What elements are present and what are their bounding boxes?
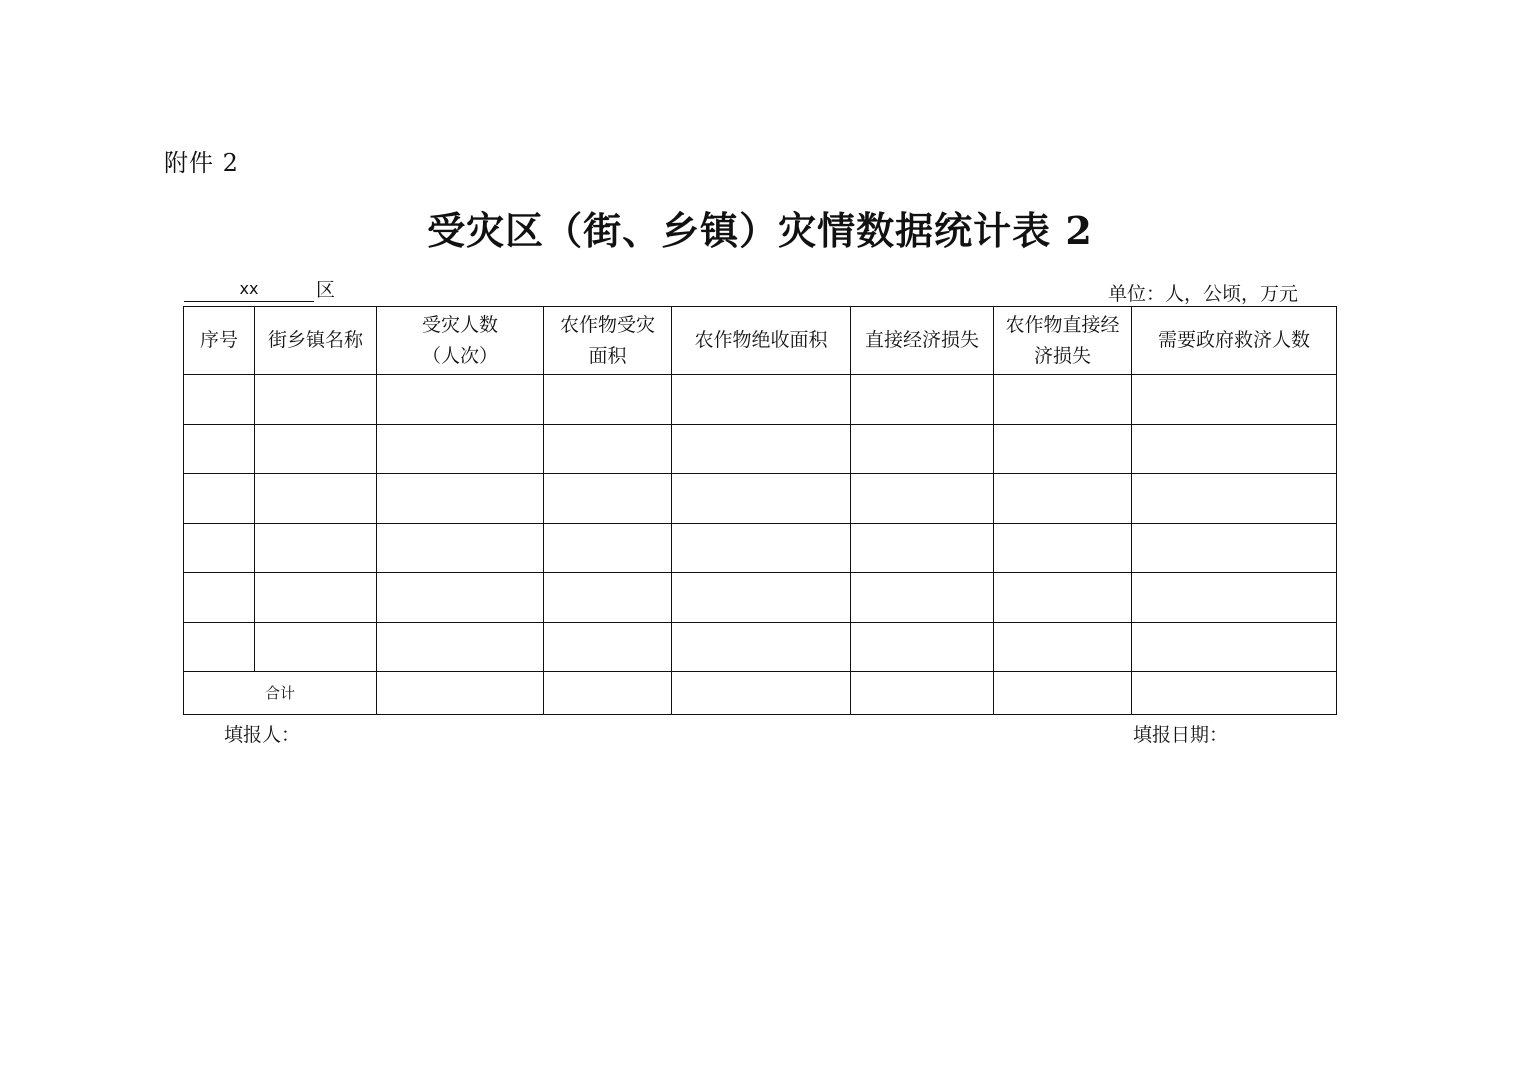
table-cell[interactable] <box>1132 672 1337 715</box>
table-row <box>184 375 1337 425</box>
table-cell[interactable] <box>851 622 994 672</box>
table-cell[interactable] <box>994 672 1132 715</box>
table-cell[interactable] <box>544 622 672 672</box>
disaster-stats-table <box>183 306 1337 715</box>
table-cell[interactable] <box>377 424 544 474</box>
table-row <box>184 523 1337 573</box>
table-cell[interactable] <box>544 424 672 474</box>
col-header-line1: 街乡镇名称 <box>267 329 363 351</box>
table-cell[interactable] <box>377 375 544 425</box>
fill-date-label: 填报日期： <box>1133 724 1229 746</box>
table-row <box>184 474 1337 524</box>
table-cell[interactable] <box>994 523 1132 573</box>
header-row <box>184 307 1337 375</box>
table-cell[interactable] <box>851 474 994 524</box>
table-row <box>184 573 1337 623</box>
table-cell[interactable] <box>1132 573 1337 623</box>
district-suffix: 区 <box>316 279 336 301</box>
table-cell[interactable] <box>672 622 851 672</box>
district-field <box>184 278 335 302</box>
table-cell[interactable] <box>672 375 851 425</box>
col-header-line2: （人次） <box>421 344 498 367</box>
col-header-affected-people <box>377 307 544 375</box>
table-cell[interactable] <box>255 622 377 672</box>
table-cell[interactable] <box>544 523 672 573</box>
table-cell[interactable] <box>255 424 377 474</box>
col-header-crop-direct-loss <box>994 307 1132 375</box>
district-value[interactable]: xx <box>184 279 314 302</box>
table-cell[interactable] <box>544 672 672 715</box>
table-cell[interactable] <box>1132 424 1337 474</box>
table-row <box>184 622 1337 672</box>
table-cell[interactable] <box>672 424 851 474</box>
total-label: 合计 <box>184 672 377 715</box>
table-cell[interactable] <box>672 474 851 524</box>
col-header-line1: 农作物绝收面积 <box>694 329 828 351</box>
col-header-crop-affected-area <box>544 307 672 375</box>
table-cell[interactable] <box>851 573 994 623</box>
col-header-crop-failure-area <box>672 307 851 375</box>
table-cell[interactable] <box>255 474 377 524</box>
table-cell[interactable] <box>851 672 994 715</box>
col-header-line1: 需要政府救济人数 <box>1157 329 1310 351</box>
attachment-label: 附件 2 <box>164 149 239 177</box>
table-cell[interactable] <box>851 424 994 474</box>
table-cell[interactable] <box>994 424 1132 474</box>
table-cell[interactable] <box>851 523 994 573</box>
table-cell[interactable] <box>851 375 994 425</box>
table-cell[interactable] <box>184 523 255 573</box>
table-cell[interactable] <box>184 622 255 672</box>
unit-label: 单位：人，公顷，万元 <box>1107 283 1298 305</box>
table-cell[interactable] <box>1132 523 1337 573</box>
table-cell[interactable] <box>672 523 851 573</box>
col-header-line1: 农作物受灾 <box>559 313 655 336</box>
table-cell[interactable] <box>377 474 544 524</box>
total-row <box>184 672 1337 715</box>
col-header-line2: 济损失 <box>1033 344 1091 367</box>
table-cell[interactable] <box>544 474 672 524</box>
table-cell[interactable] <box>255 523 377 573</box>
table-cell[interactable] <box>377 573 544 623</box>
table-cell[interactable] <box>994 573 1132 623</box>
table-cell[interactable] <box>255 375 377 425</box>
col-header-line1: 受灾人数 <box>421 313 498 336</box>
table-cell[interactable] <box>377 523 544 573</box>
table-cell[interactable] <box>377 622 544 672</box>
col-header-line1: 序号 <box>199 329 238 351</box>
filler-label: 填报人： <box>224 724 301 746</box>
table-cell[interactable] <box>1132 375 1337 425</box>
table-cell[interactable] <box>184 474 255 524</box>
col-header-town-name <box>255 307 377 375</box>
table-row <box>184 424 1337 474</box>
col-header-line1: 农作物直接经 <box>1005 313 1120 336</box>
table-cell[interactable] <box>1132 474 1337 524</box>
table-cell[interactable] <box>672 573 851 623</box>
table-cell[interactable] <box>255 573 377 623</box>
table-cell[interactable] <box>994 375 1132 425</box>
document-title: 受灾区（街、乡镇）灾情数据统计表 2 <box>427 208 1093 253</box>
col-header-direct-loss <box>851 307 994 375</box>
table-cell[interactable] <box>994 474 1132 524</box>
table-cell[interactable] <box>544 375 672 425</box>
col-header-line1: 直接经济损失 <box>864 329 979 351</box>
table-cell[interactable] <box>994 622 1132 672</box>
table-cell[interactable] <box>1132 622 1337 672</box>
col-header-relief-people <box>1132 307 1337 375</box>
col-header-line2: 面积 <box>588 344 627 367</box>
table-cell[interactable] <box>672 672 851 715</box>
table-cell[interactable] <box>184 375 255 425</box>
col-header-index <box>184 307 255 375</box>
table-cell[interactable] <box>184 573 255 623</box>
table-cell[interactable] <box>544 573 672 623</box>
table-cell[interactable] <box>377 672 544 715</box>
table-cell[interactable] <box>184 424 255 474</box>
